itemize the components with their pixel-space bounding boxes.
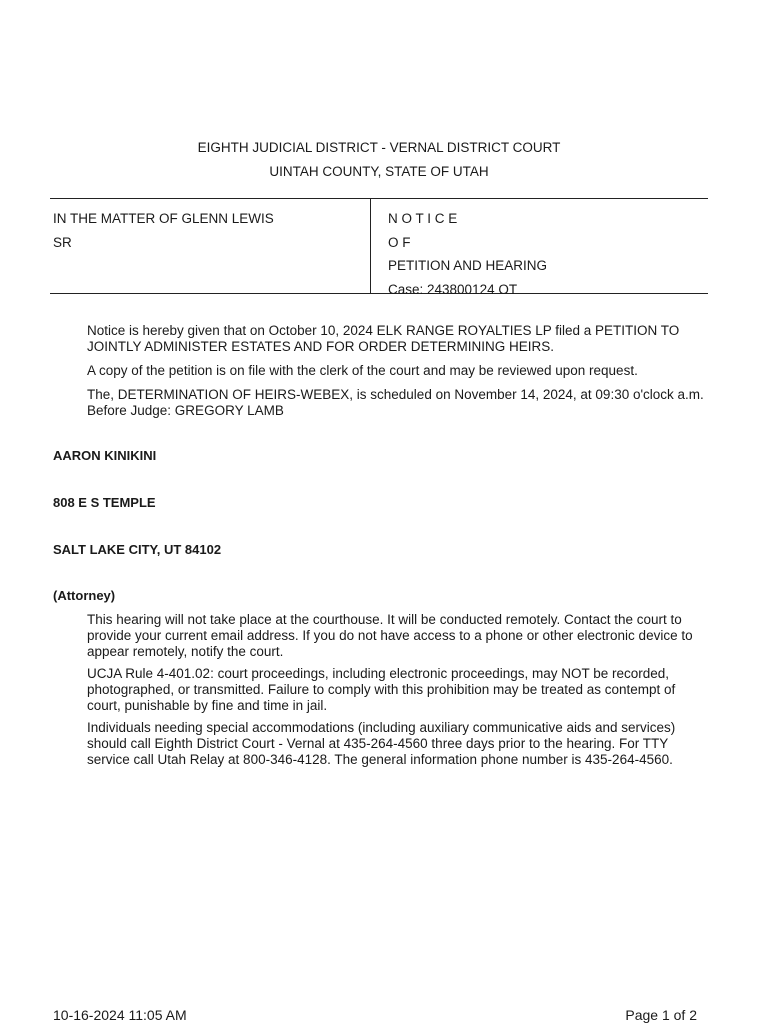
case-number: Case: 243800124 OT: [388, 281, 518, 297]
attorney-city: SALT LAKE CITY, UT 84102: [53, 542, 222, 557]
notice-paragraph-copy: A copy of the petition is on file with the clerk of the court and may be reviewed upon request.: [87, 363, 638, 378]
caption-matter: [53, 207, 353, 255]
attorney-street: 808 E S TEMPLE: [53, 495, 156, 510]
print-timestamp: 10-16-2024 11:05 AM: [53, 1007, 187, 1023]
matter-line-2: SR: [53, 235, 72, 250]
notice-title-line-2: O F: [388, 234, 411, 250]
attorney-name: AARON KINIKINI: [53, 448, 157, 463]
matter-line-1: IN THE MATTER OF GLENN LEWIS: [53, 211, 274, 226]
attorney-role: (Attorney): [53, 588, 116, 603]
remote-hearing-instructions: This hearing will not take place at the courthouse. It will be conducted remotely. Contact the court to provide your current email address. If you do not have access to a phone or other electronic device to appear remotely, notify the court.: [87, 612, 693, 659]
court-county: UINTAH COUNTY, STATE OF UTAH: [269, 164, 489, 179]
notice-title-line-1: N O T I C E: [388, 211, 458, 226]
caption-divider: [370, 199, 371, 293]
accommodations-notice: Individuals needing special accommodations (including auxiliary communicative aids and services) should call Eighth District Court - Vernal at 435-264-4560 three days prior to the hearing. For TTY service call Utah Relay at 800-346-4128. The general information phone number is 435-264-4560.: [87, 720, 676, 767]
court-header: [0, 136, 758, 184]
notice-paragraph-hearing: The, DETERMINATION OF HEIRS-WEBEX, is scheduled on November 14, 2024, at 09:30 o'clock a.m. Before Judge: GREGORY LAMB: [87, 387, 704, 418]
notice-paragraph-petition: Notice is hereby given that on October 10, 2024 ELK RANGE ROYALTIES LP filed a PETITION TO JOINTLY ADMINISTER ESTATES AND FOR ORDER DETERMINING HEIRS.: [87, 323, 680, 354]
case-caption: [50, 198, 708, 297]
notice-title-line-3: PETITION AND HEARING: [388, 258, 548, 273]
court-name: EIGHTH JUDICIAL DISTRICT - VERNAL DISTRICT COURT: [197, 140, 561, 155]
caption-notice-title: [388, 207, 688, 301]
page-number: Page 1 of 2: [625, 1007, 697, 1023]
recording-rule: UCJA Rule 4-401.02: court proceedings, including electronic proceedings, may NOT be recorded, photographed, or transmitted. Failure to comply with this prohibition may be treated as contempt of court, punishable by fine and time in jail.: [87, 666, 676, 713]
